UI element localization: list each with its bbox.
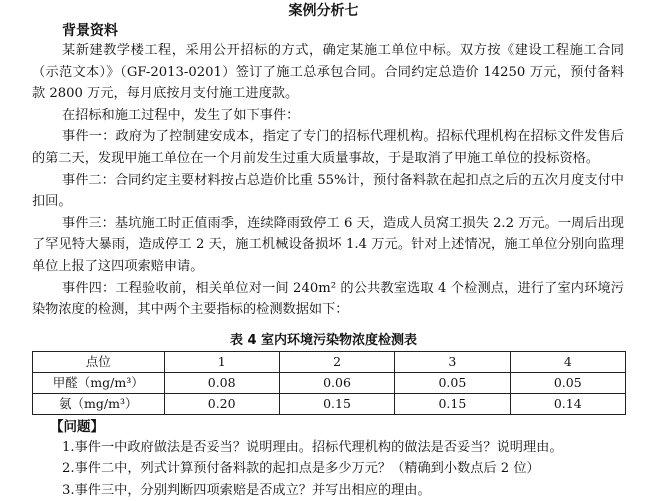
paragraph-event-4: 事件四：工程验收前，相关单位对一间 240m² 的公共教室选取 4 个检测点，进行了室内环境污染物浓度的检测，其中两个主要指标的检测数据如下：	[32, 280, 624, 318]
table-header-row	[33, 352, 626, 373]
table-caption: 表 4 室内环境污染物浓度检测表	[229, 333, 418, 348]
table-header-cell: 3	[395, 352, 510, 373]
question-item-2: 2.事件二中，列式计算预付备料款的起扣点是多少万元？（精确到小数点后 2 位）	[62, 461, 540, 477]
case-title: 案例分析七	[288, 3, 359, 19]
table-row	[33, 373, 626, 394]
table-row	[33, 394, 626, 415]
paragraph-event-1: 事件一：政府为了控制建安成本，指定了专门的招标代理机构。招标代理机构在招标文件发售后的第二天，发现甲施工单位在一个月前发生过重大质量事故，于是取消了甲施工单位的投标资格。	[32, 129, 624, 166]
paragraph-event-3: 事件三：基坑施工时正值雨季，连续降雨致停工 6 天，造成人员窝工损失 2.2 万元。一周后出现了罕见特大暴雨，造成停工 2 天，施工机械设备损坏 1.4 万元。针对上述情况，施工单位分别向监理单位上报了这四项索赔申请。	[32, 215, 624, 274]
table-cell: 0.15	[279, 394, 394, 415]
table-cell: 0.15	[395, 394, 510, 415]
row-label-ammonia: 氨（mg/m³）	[33, 394, 165, 415]
question-item-3: 3.事件三中，分别判断四项索赔是否成立？并写出相应的理由。	[62, 482, 431, 498]
background-heading: 背景资料	[62, 23, 118, 39]
questions-heading: 【问题】	[50, 419, 104, 435]
table-cell: 0.05	[395, 373, 510, 394]
paragraph-events-intro: 在招标和施工过程中，发生了如下事件：	[62, 107, 300, 123]
table-header-cell: 4	[510, 352, 625, 373]
table-cell: 0.05	[510, 373, 625, 394]
paragraph-project-intro: 某新建教学楼工程，采用公开招标的方式，确定某施工单位中标。双方按《建设工程施工合同（示范文本）》（GF-2013-0201）签订了施工总承包合同。合同约定总造价 14250 万元，预付备料款 2800 万元，每月底按月支付施工进度款。	[32, 43, 624, 102]
question-item-1: 1.事件一中政府做法是否妥当？说明理由。招标代理机构的做法是否妥当？说明理由。	[62, 440, 563, 455]
table-cell: 0.20	[164, 394, 279, 415]
table-header-cell: 2	[279, 352, 394, 373]
table-cell: 0.08	[164, 373, 279, 394]
table-cell: 0.06	[279, 373, 394, 394]
row-label-formaldehyde: 甲醛（mg/m³）	[33, 373, 165, 394]
table-cell: 0.14	[510, 394, 625, 415]
background-body	[32, 40, 624, 321]
questions-list	[62, 437, 632, 501]
pollutant-table	[32, 351, 626, 415]
table-header-cell: 1	[164, 352, 279, 373]
paragraph-event-2: 事件二：合同约定主要材料按占总造价比重 55%计，预付备料款在起扣点之后的五次月度支付中扣回。	[32, 172, 624, 210]
table-header-cell: 点位	[33, 352, 165, 373]
